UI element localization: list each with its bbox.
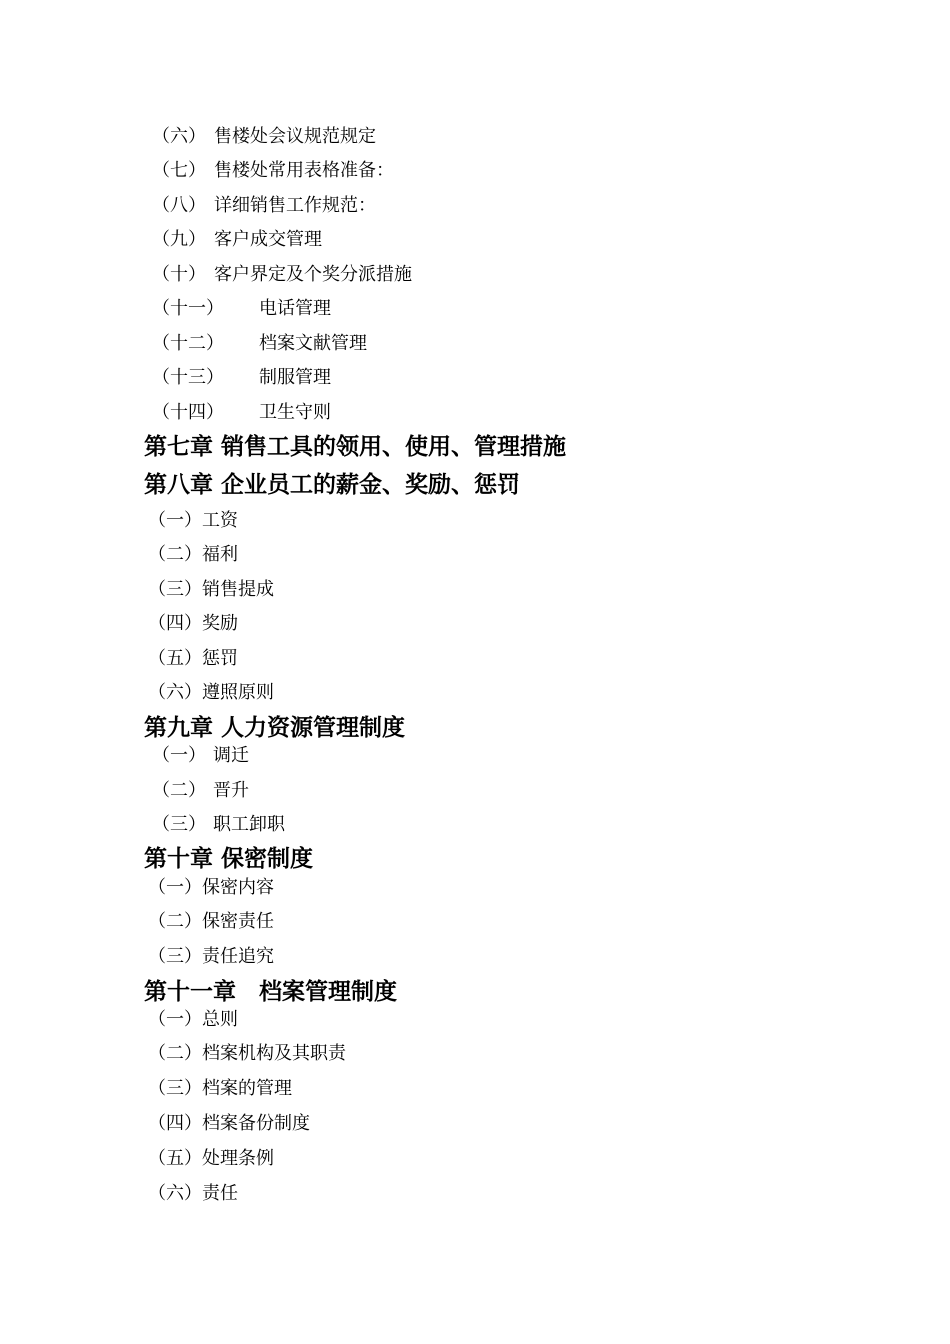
item-text: 工资 [202,510,238,531]
chapter-heading: 第七章 销售工具的领用、使用、管理措施 [144,433,567,460]
item-number: （四） [148,1113,202,1134]
item-text: 售楼处会议规范规定 [214,126,376,147]
list-item [148,1183,238,1205]
list-item [148,1148,274,1170]
item-number: （二） [148,544,202,565]
item-text: 电话管理 [259,298,331,319]
item-number: （三） [152,814,206,835]
item-number: （六） [148,1183,202,1204]
item-text: 福利 [202,544,238,565]
item-text: 奖励 [202,613,238,634]
list-item [152,298,331,320]
list-item [152,780,249,802]
item-number: （十三） [152,367,224,388]
list-item [148,877,274,899]
list-item [152,333,367,355]
list-item [148,613,238,635]
item-text: 档案机构及其职责 [202,1043,346,1064]
item-number: （四） [148,613,202,634]
item-text: 遵照原则 [202,682,274,703]
list-item [152,195,376,217]
list-item [148,1009,238,1031]
list-item [152,745,249,767]
chapter-heading: 第十章 保密制度 [144,845,314,872]
list-item [148,911,274,933]
item-text: 职工卸职 [213,814,285,835]
item-text: 保密责任 [202,911,274,932]
list-item [152,229,322,251]
item-number: （九） [152,229,206,250]
list-item [148,682,274,704]
list-item [152,264,412,286]
item-text: 调迁 [213,745,249,766]
list-item [148,579,274,601]
item-number: （六） [152,126,206,147]
list-item [148,648,238,670]
item-text: 总则 [202,1009,238,1030]
list-item [148,1113,310,1135]
item-number: （一） [152,745,206,766]
item-text: 惩罚 [202,648,238,669]
item-number: （五） [148,648,202,669]
item-text: 卫生守则 [259,402,331,423]
item-number: （一） [148,1009,202,1030]
item-text: 档案文献管理 [259,333,367,354]
list-item [152,402,331,424]
item-number: （十二） [152,333,224,354]
chapter-heading: 第八章 企业员工的薪金、奖励、惩罚 [144,471,521,498]
item-number: （二） [152,780,206,801]
item-text: 售楼处常用表格准备： [214,160,394,181]
item-number: （十） [152,264,206,285]
item-number: （三） [148,946,202,967]
item-number: （一） [148,877,202,898]
item-number: （十一） [152,298,224,319]
item-text: 档案备份制度 [202,1113,310,1134]
item-number: （八） [152,195,206,216]
item-text: 责任追究 [202,946,274,967]
item-text: 销售提成 [202,579,274,600]
chapter-heading: 第十一章 档案管理制度 [144,978,397,1005]
item-text: 保密内容 [202,877,274,898]
item-number: （三） [148,579,202,600]
item-number: （五） [148,1148,202,1169]
item-number: （二） [148,1043,202,1064]
item-number: （十四） [152,402,224,423]
item-text: 详细销售工作规范： [214,195,376,216]
chapter-heading: 第九章 人力资源管理制度 [144,714,406,741]
list-item [152,160,394,182]
item-number: （六） [148,682,202,703]
item-number: （七） [152,160,206,181]
item-text: 客户成交管理 [214,229,322,250]
list-item [148,510,238,532]
list-item [148,544,238,566]
item-text: 客户界定及个奖分派措施 [214,264,412,285]
list-item [148,1043,346,1065]
item-number: （一） [148,510,202,531]
item-text: 责任 [202,1183,238,1204]
item-number: （三） [148,1078,202,1099]
item-text: 档案的管理 [202,1078,292,1099]
item-text: 晋升 [213,780,249,801]
list-item [152,126,376,148]
item-text: 处理条例 [202,1148,274,1169]
item-number: （二） [148,911,202,932]
list-item [148,946,274,968]
list-item [152,814,285,836]
list-item [148,1078,292,1100]
list-item [152,367,331,389]
item-text: 制服管理 [259,367,331,388]
